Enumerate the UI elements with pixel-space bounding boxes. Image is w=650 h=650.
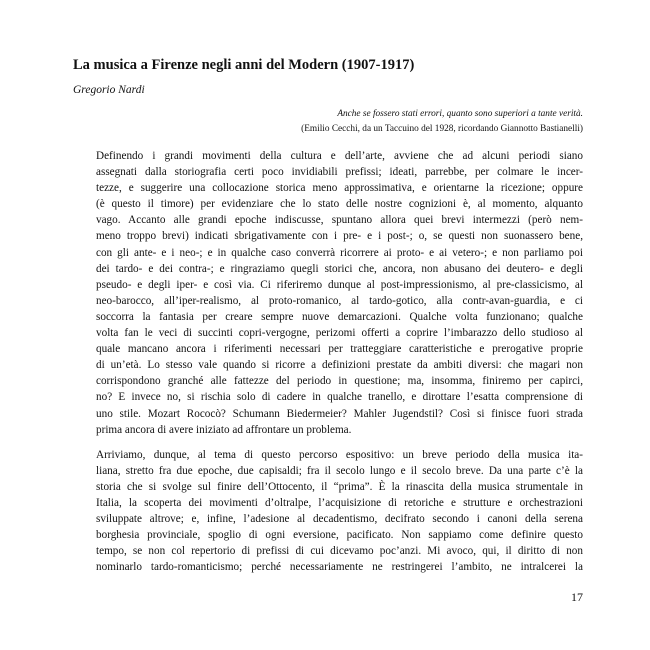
text-line: tempo, se non col repertorio di prefissi di cui dicevamo poc’anzi. Mi avoco, qui, il diritto di non — [96, 545, 583, 558]
text-line: sviluppate altrove; e, infine, l’adesione al decadentismo, decifrato secondo i canoni della serena — [96, 513, 583, 526]
text-line: liana, stretto fra due epoche, due capisaldi; fra il secolo lungo e il secolo breve. Da una parte c’è la — [96, 464, 583, 477]
text-line: storia che si svolge sul finire dell’Ottocento, il “prima”. È la rinascita della musica strumentale in — [96, 480, 583, 493]
epigraph-quote: Anche se fossero stati errori, quanto sono superiori a tante verità. — [337, 109, 583, 119]
text-line: Arriviamo, dunque, al tema di questo percorso espositivo: un breve periodo della musica ita- — [96, 448, 583, 461]
body-text — [73, 148, 583, 575]
text-line: meno troppo brevi) indicati sbrigativamente con i pre- e i post-; o, se questi non suonassero bene, — [96, 230, 583, 243]
text-line: (è questo il timore) per evidenziare che lo stato delle nostre cognizioni è, al momento, alquanto — [96, 198, 583, 211]
page-number: 17 — [571, 590, 583, 604]
text-line: quale mancano ancora i riferimenti necessari per tratteggiare caratteristiche e prerogative proprie — [96, 343, 583, 356]
text-line: Definendo i grandi movimenti della cultura e dell’arte, avviene che ad alcuni periodi siano — [96, 150, 583, 162]
article-title: La musica a Firenze negli anni del Modern (1907-1917) — [73, 57, 415, 73]
paragraph-2 — [73, 447, 583, 576]
text-line: nominarlo tardo-romanticismo; perché necessariamente ne restringerei l’ambito, ne intralcerei la — [96, 561, 583, 574]
text-line: corrispondono granché alle fattezze del periodo in questione; ma, insomma, finiremo per capirci, — [96, 375, 583, 388]
text-line: di un’età. Lo stesso vale quando si ricorre a definizioni prestate da ambiti diversi: che magari non — [96, 359, 583, 372]
paragraph-1 — [73, 148, 583, 438]
text-line: borghesia provinciale, spoglio di ogni eversione, pacificato. Non sappiamo come definire questo — [96, 529, 583, 542]
epigraph — [301, 107, 583, 137]
text-line: no? E invece no, si rischia solo di cadere in qualche tranello, e dirottare l’esatta comprensione di — [96, 391, 583, 404]
text-line: vago. Accanto alle grandi epoche indiscusse, spuntano allora quei brevi intermezzi (però nem- — [96, 214, 583, 227]
text-line: uno stile. Mozart Rococò? Schumann Biedermeier? Mahler Jugendstil? Così si finisce fuori strada — [96, 407, 583, 420]
text-line: dei tardo- e dei contra-; e ringraziamo quegli storici che, ancora, non abusano dei deutero- e degli — [96, 262, 583, 275]
text-line: tezze, e suggerire una collocazione storica meno approssimativa, e orientarne la ricezione; oppure — [96, 182, 583, 195]
document-page — [73, 0, 583, 650]
text-line: volta fan le veci di succinti copri-vergogne, perizomi offerti a coprire l’imbarazzo dello studioso al — [96, 327, 583, 340]
text-line: prima ancora di avere iniziato ad affrontare un problema. — [96, 423, 352, 436]
text-line: assegnati dalla storiografia certi poco invidiabili prefissi; ideati, parrebbe, per colmare le incer- — [96, 166, 583, 179]
author-name: Gregorio Nardi — [73, 84, 145, 96]
epigraph-source: (Emilio Cecchi, da un Taccuino del 1928, ricordando Giannotto Bastianelli) — [301, 124, 583, 134]
text-line: Italia, la scoperta dei movimenti d’oltralpe, l’acquisizione di retoriche e strutture e orchestrazioni — [96, 496, 583, 509]
text-line: pseudo- e degli iper- e così via. Ci riferiremo dunque al post-impressionismo, al pre-classicismo, al — [96, 278, 583, 291]
text-line: con gli ante- e i neo-; e in qualche caso converrà ricorrere ai proto- e ai vetero-; e non parliamo poi — [96, 246, 583, 259]
text-line: neo-barocco, all’iper-realismo, al proto-romanico, al tardo-gotico, alla contr-avan-guardia, e ci — [96, 294, 583, 307]
text-line: soccorra la fantasia per creare sempre nuove demarcazioni. Qualche volta funzionano; qualche — [96, 310, 583, 323]
